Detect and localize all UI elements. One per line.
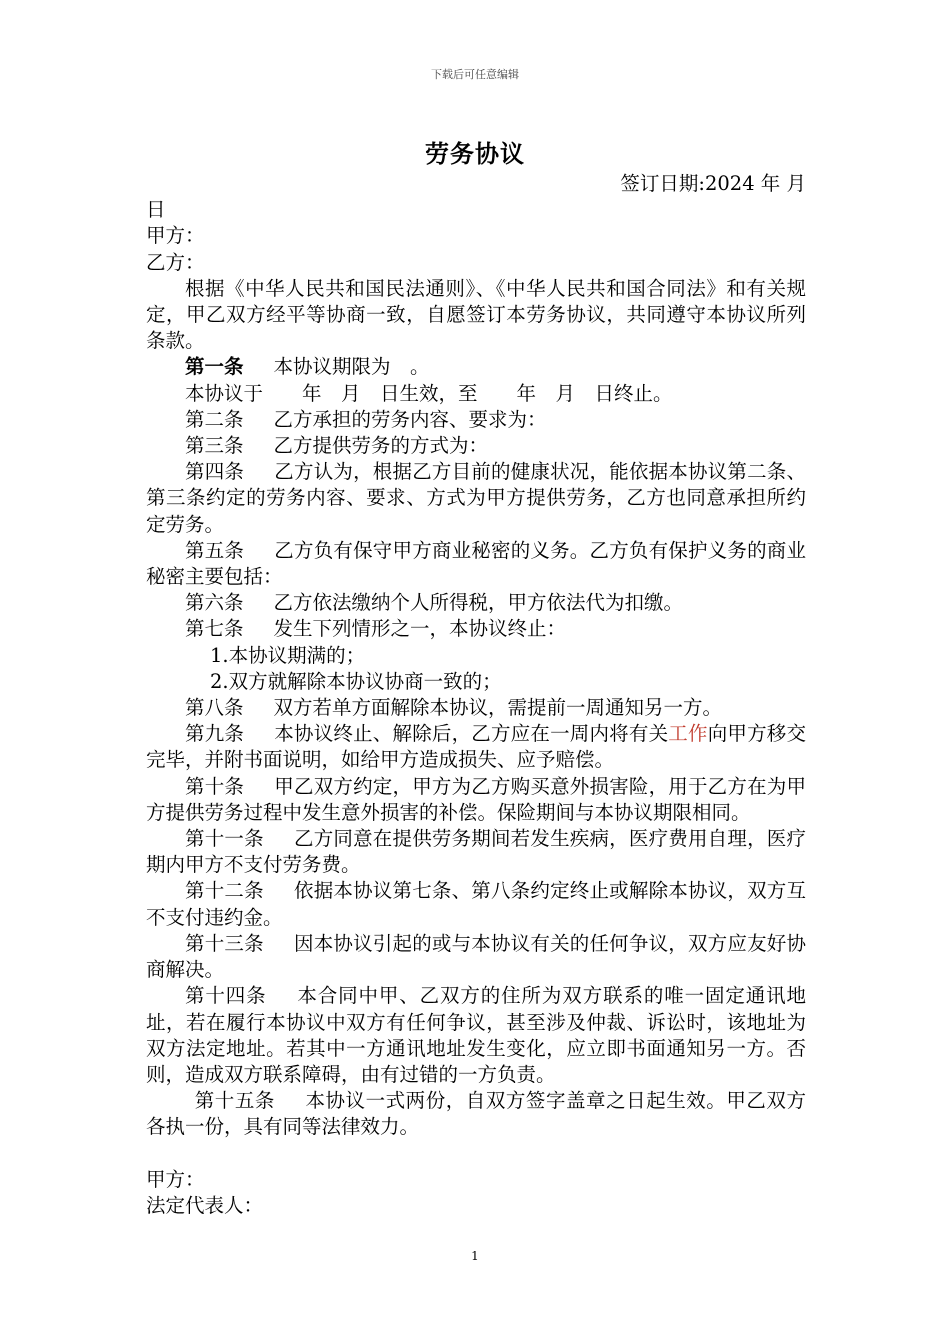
sign-date: 签订日期:2024 年 月	[620, 172, 806, 195]
article-5-text: 乙方负有保守甲方商业秘密的义务。乙方负有保护义务的商业秘密主要包括：	[146, 538, 806, 589]
article-3-label: 第三条	[185, 434, 244, 458]
article-6-label: 第六条	[185, 591, 244, 615]
sign-date-day: 日	[146, 198, 166, 222]
document-title: 劳务协议	[425, 140, 525, 168]
article-11-text: 乙方同意在提供劳务期间若发生疾病，医疗费用自理，医疗期内甲方不支付劳务费。	[146, 827, 806, 877]
article-9-label: 第九条	[185, 722, 245, 746]
article-4-label: 第四条	[185, 460, 245, 484]
party-a-line: 甲方：	[146, 224, 205, 248]
page-number: 1	[471, 1249, 479, 1263]
document-body	[146, 171, 806, 1219]
article-2-label: 第二条	[185, 407, 244, 431]
article-1	[146, 354, 806, 380]
article-12-label: 第十二条	[185, 879, 264, 903]
signature-party-a: 甲方：	[146, 1167, 205, 1191]
article-5	[146, 538, 806, 590]
article-9-text-post: 向甲方移交完毕，并附书面说明，如给甲方造成损失、应予赔偿。	[146, 722, 806, 772]
article-12	[146, 878, 806, 930]
article-14	[146, 983, 806, 1088]
article-9-text-pre: 本协议终止、解除后，乙方应在一周内将有关	[274, 722, 669, 746]
article-14-label: 第十四条	[185, 984, 267, 1008]
article-11	[146, 826, 806, 878]
article-9	[146, 721, 806, 773]
article-7-text: 发生下列情形之一，本协议终止：	[273, 617, 567, 641]
article-1-label: 第一条	[185, 355, 244, 379]
article-13-label: 第十三条	[185, 931, 264, 955]
article-15-text: 本协议一式两份，自双方签字盖章之日起生效。甲乙双方各执一份，具有同等法律效力。	[146, 1089, 806, 1139]
article-15	[146, 1088, 806, 1140]
signature-legal-rep: 法定代表人：	[146, 1193, 264, 1217]
article-11-label: 第十一条	[185, 827, 264, 851]
article-10-text: 甲乙双方约定，甲方为乙方购买意外损害险，用于乙方在为甲方提供劳务过程中发生意外损害的补偿。保险期间与本协议期限相同。	[146, 774, 806, 824]
article-6-text: 乙方依法缴纳个人所得税，甲方依法代为扣缴。	[273, 591, 684, 615]
article-8	[146, 695, 806, 721]
article-4-text: 乙方认为，根据乙方目前的健康状况，能依据本协议第二条、第三条约定的劳务内容、要求、方式为甲方提供劳务，乙方也同意承担所约定劳务。	[146, 460, 806, 536]
article-2	[146, 407, 806, 433]
article-1-term: 本协议于 年 月 日生效，至 年 月 日终止。	[185, 381, 673, 405]
article-7	[146, 616, 806, 642]
article-15-label: 第十五条	[194, 1089, 275, 1113]
article-8-text: 双方若单方面解除本协议，需提前一周通知另一方。	[273, 696, 723, 720]
article-1-text: 本协议期限为 。	[273, 355, 430, 379]
article-9-text-highlight: 工作	[668, 722, 708, 746]
article-6	[146, 590, 806, 616]
article-7-label: 第七条	[185, 617, 244, 641]
article-3	[146, 433, 806, 459]
header-note: 下载后可任意编辑	[431, 68, 519, 81]
article-10	[146, 774, 806, 826]
article-3-text: 乙方提供劳务的方式为：	[273, 434, 489, 458]
article-2-text: 乙方承担的劳务内容、要求为：	[273, 407, 547, 431]
article-7-item-2: 2.双方就解除本协议协商一致的；	[210, 669, 502, 693]
article-10-label: 第十条	[185, 774, 245, 798]
blank-spacer	[146, 1141, 806, 1167]
article-8-label: 第八条	[185, 696, 244, 720]
intro-paragraph: 根据《中华人民共和国民法通则》、《中华人民共和国合同法》和有关规定，甲乙双方经平等协商一致，自愿签订本劳务协议，共同遵守本协议所列条款。	[146, 276, 806, 353]
article-13	[146, 931, 806, 983]
article-7-item-1: 1.本协议期满的；	[210, 643, 366, 667]
party-b-line: 乙方：	[146, 250, 205, 274]
article-14-text: 本合同中甲、乙双方的住所为双方联系的唯一固定通讯地址，若在履行本协议中双方有任何争议，甚至涉及仲裁、诉讼时，该地址为双方法定地址。若其中一方通讯地址发生变化，应立即书面通知另一方。否则，造成双方联系障碍，由有过错的一方负责。	[146, 984, 806, 1086]
article-13-text: 因本协议引起的或与本协议有关的任何争议，双方应友好协商解决。	[146, 931, 806, 982]
article-5-label: 第五条	[185, 538, 245, 562]
article-12-text: 依据本协议第七条、第八条约定终止或解除本协议，双方互不支付违约金。	[146, 879, 806, 929]
article-4	[146, 459, 806, 538]
